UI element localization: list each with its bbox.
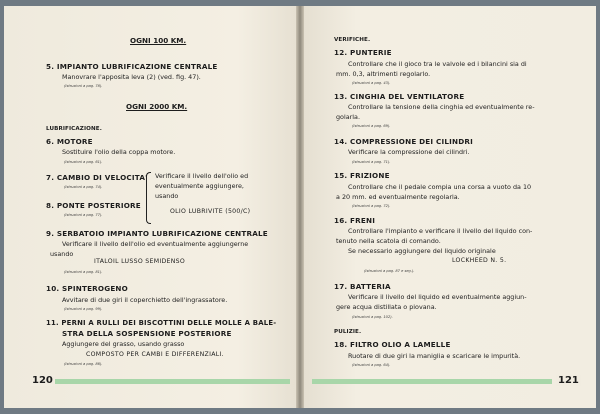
item-12-title: 12. PUNTERIE (334, 48, 392, 57)
item-11-grease: COMPOSTO PER CAMBI E DIFFERENZIALI. (86, 351, 224, 358)
left-page (4, 6, 296, 408)
item-17-body-1: Verificare il livello del liquido ed eventualmente aggiun- (348, 293, 527, 301)
item-14-title: 14. COMPRESSIONE DEI CILINDRI (334, 137, 473, 146)
item-6-ref: (Istruzioni a pag. 61). (64, 160, 103, 164)
item-6-title: 6. MOTORE (46, 137, 93, 146)
item-5-ref: (Istruzioni a pag. 78). (64, 84, 103, 88)
item-16-fluid: LOCKHEED N. 5. (452, 257, 507, 264)
item-15-ref: (Istruzioni a pag. 72). (352, 204, 391, 208)
item-13-ref: (Istruzioni a pag. 69). (352, 124, 391, 128)
section-lubrificazione: LUBRIFICAZIONE. (46, 126, 102, 132)
right-page (304, 6, 596, 408)
item-8-title: 8. PONTE POSTERIORE (46, 201, 141, 210)
item-9-oil: ITALOIL LUSSO SEMIDENSO (94, 258, 186, 265)
brace-line-1: Verificare il livello dell'olio ed (155, 172, 249, 180)
page-number-left: 120 (32, 375, 53, 386)
item-9-ref: (Istruzioni a pag. 81). (64, 270, 103, 274)
item-16-body-3: Se necessario aggiungere del liquido originale (348, 247, 496, 255)
brace-oil: OLIO LUBRIVITE (500/C) (170, 208, 251, 215)
item-5-title: 5. IMPIANTO LUBRIFICAZIONE CENTRALE (46, 62, 218, 71)
item-16-title: 16. FRENI (334, 216, 376, 225)
item-10-ref: (Istruzioni a pag. 99). (64, 307, 103, 311)
item-14-ref: (Istruzioni a pag. 71). (352, 160, 391, 164)
item-17-body-2: gere acqua distillata o piovana. (336, 303, 437, 311)
item-12-ref: (Istruzioni a pag. 43). (352, 81, 391, 85)
item-11-ref: (Istruzioni a pag. 86). (64, 362, 103, 366)
brace (146, 172, 151, 224)
item-10-title: 10. SPINTEROGENO (46, 284, 128, 293)
item-13-body-1: Controllare la tensione della cinghia ed eventualmente re- (348, 103, 535, 111)
section-pulizie: PULIZIE. (334, 329, 362, 335)
brace-line-2: eventualmente aggiungere, (155, 182, 244, 190)
item-6-body: Sostituire l'olio della coppa motore. (62, 148, 176, 156)
item-15-body-2: a 20 mm. ed eventualmente regolarla. (336, 193, 460, 201)
item-5-body: Manovrare l'apposita leva (2) (ved. fig. 47). (62, 73, 201, 81)
item-17-title: 17. BATTERIA (334, 282, 391, 291)
item-12-body-2: mm. 0,3, altrimenti regolarlo. (336, 70, 431, 78)
item-18-body: Ruotare di due giri la maniglia e scaricare le impurità. (348, 352, 521, 360)
header-2000km: OGNI 2000 KM. (126, 102, 188, 111)
item-12-body-1: Controllare che il gioco tra le valvole ed i bilancini sia di (348, 60, 527, 68)
left-footer-bar (44, 379, 290, 384)
item-17-ref: (Istruzioni a pag. 102). (352, 315, 393, 319)
item-11-body: Aggiungere del grasso, usando grasso (62, 340, 185, 348)
item-8-ref: (Istruzioni a pag. 77). (64, 213, 103, 217)
item-16-ref: (Istruzioni a pag. 87 e seg.). (364, 269, 415, 273)
item-9-title: 9. SERBATOIO IMPIANTO LUBRIFICAZIONE CENTRALE (46, 229, 268, 238)
right-footer-bar (312, 379, 552, 384)
item-13-body-2: golarla. (336, 113, 361, 121)
section-verifiche: VERIFICHE. (334, 37, 371, 43)
item-10-body: Avvitare di due giri il coperchietto dell'ingrassatore. (62, 296, 228, 304)
item-13-title: 13. CINGHIA DEL VENTILATORE (334, 92, 465, 101)
book-gutter (296, 6, 304, 408)
item-11-title-2: STRA DELLA SOSPENSIONE POSTERIORE (62, 329, 232, 338)
item-15-body-1: Controllare che il pedale compia una corsa a vuoto da 10 (348, 183, 532, 191)
item-11-title-1: 11. PERNI A RULLI DEI BISCOTTINI DELLE MOLLE A BALE- (46, 319, 277, 327)
header-100km: OGNI 100 KM. (130, 36, 187, 45)
item-16-body-2: tenuto nella scatola di comando. (336, 237, 441, 245)
item-18-title: 18. FILTRO OLIO A LAMELLE (334, 340, 451, 349)
item-15-title: 15. FRIZIONE (334, 171, 390, 180)
item-9-body-1: Verificare il livello dell'olio ed eventualmente aggiungerne (62, 240, 249, 248)
item-18-ref: (Istruzioni a pag. 64). (352, 363, 391, 367)
item-7-title: 7. CAMBIO DI VELOCITA' (46, 173, 148, 182)
item-9-body-2: usando (50, 250, 74, 258)
page-number-right: 121 (558, 375, 579, 386)
item-14-body: Verificare la compressione dei cilindri. (348, 148, 470, 156)
brace-line-3: usando (155, 192, 179, 200)
item-7-ref: (Istruzioni a pag. 74). (64, 185, 103, 189)
item-16-body-1: Controllare l'impianto e verificare il livello del liquido con- (348, 227, 533, 235)
